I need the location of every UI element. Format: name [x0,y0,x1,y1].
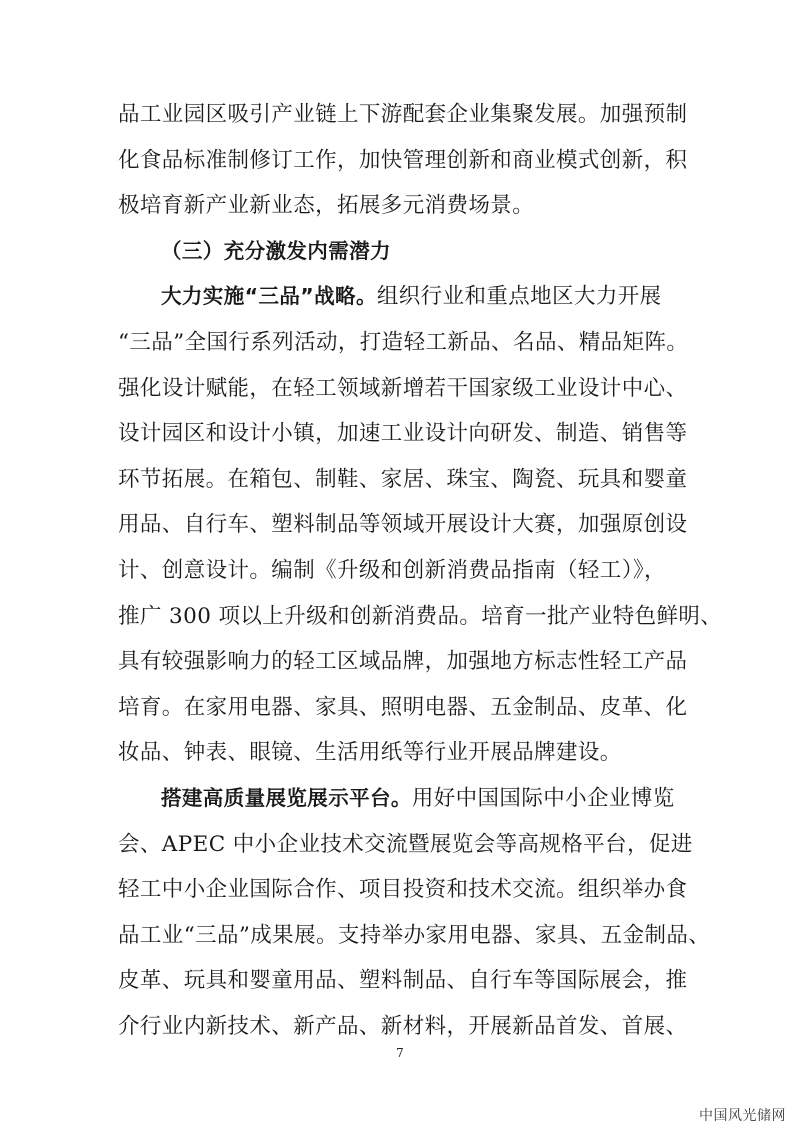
text-line: 极培育新产业新业态，拓展多元消费场景。 [118,193,535,219]
text-line: 具有较强影响力的轻工区域品牌，加强地方标志性轻工产品 [118,649,688,675]
text-line: 品工业“三品”成果展。支持举办家用电器、家具、五金制品、 [118,922,711,948]
paragraph-text: 组织行业和重点地区大力开展 [376,284,662,310]
page-number: 7 [396,1046,404,1060]
text-line: 会、APEC 中小企业技术交流暨展览会等高规格平台，促进 [118,831,693,857]
text-line: “三品”全国行系列活动，打造轻工新品、名品、精品矩阵。 [118,329,689,355]
site-watermark: 中国风光储网 [699,1108,786,1124]
paragraph-text: 用好中国国际中小企业博览 [411,785,675,811]
text-line: 轻工中小企业国际合作、项目投资和技术交流。组织举办食 [118,877,688,903]
text-line: 品工业园区吸引产业链上下游配套企业集聚发展。加强预制 [118,102,688,127]
text-line: 设计园区和设计小镇，加速工业设计向研发、制造、销售等 [118,421,688,447]
text-line: 妆品、钟表、眼镜、生活用纸等行业开展品牌建设。 [118,740,622,766]
text-line: 培育。在家用电器、家具、照明电器、五金制品、皮革、化 [118,694,688,720]
text-line: 环节拓展。在箱包、制鞋、家居、珠宝、陶瓷、玩具和婴童 [118,466,688,492]
paragraph-lead: 大力实施“三品”战略。 [161,284,377,309]
paragraph-first-line [118,274,684,320]
text-line: 皮革、玩具和婴童用品、塑料制品、自行车等国际展会，推 [118,968,688,994]
text-line: 强化设计赋能，在轻工领域新增若干国家级工业设计中心、 [118,375,688,401]
text-line: 用品、自行车、塑料制品等领域开展设计大赛，加强原创设 [118,512,688,538]
text-line: 推广 300 项以上升级和创新消费品。培育一批产业特色鲜明、 [118,603,723,629]
text-line: 计、创意设计。编制《升级和创新消费品指南（轻工）》， [118,557,666,583]
text-line: 化食品标准制修订工作，加快管理创新和商业模式创新，积 [118,147,688,173]
text-line: 介行业内新技术、新产品、新材料，开展新品首发、首展、 [118,1013,688,1039]
paragraph-lead: 搭建高质量展览展示平台。 [161,785,412,810]
document-body [118,92,723,1049]
section-heading: （三）充分激发内需潜力 [161,238,391,263]
paragraph-first-line [118,776,684,822]
